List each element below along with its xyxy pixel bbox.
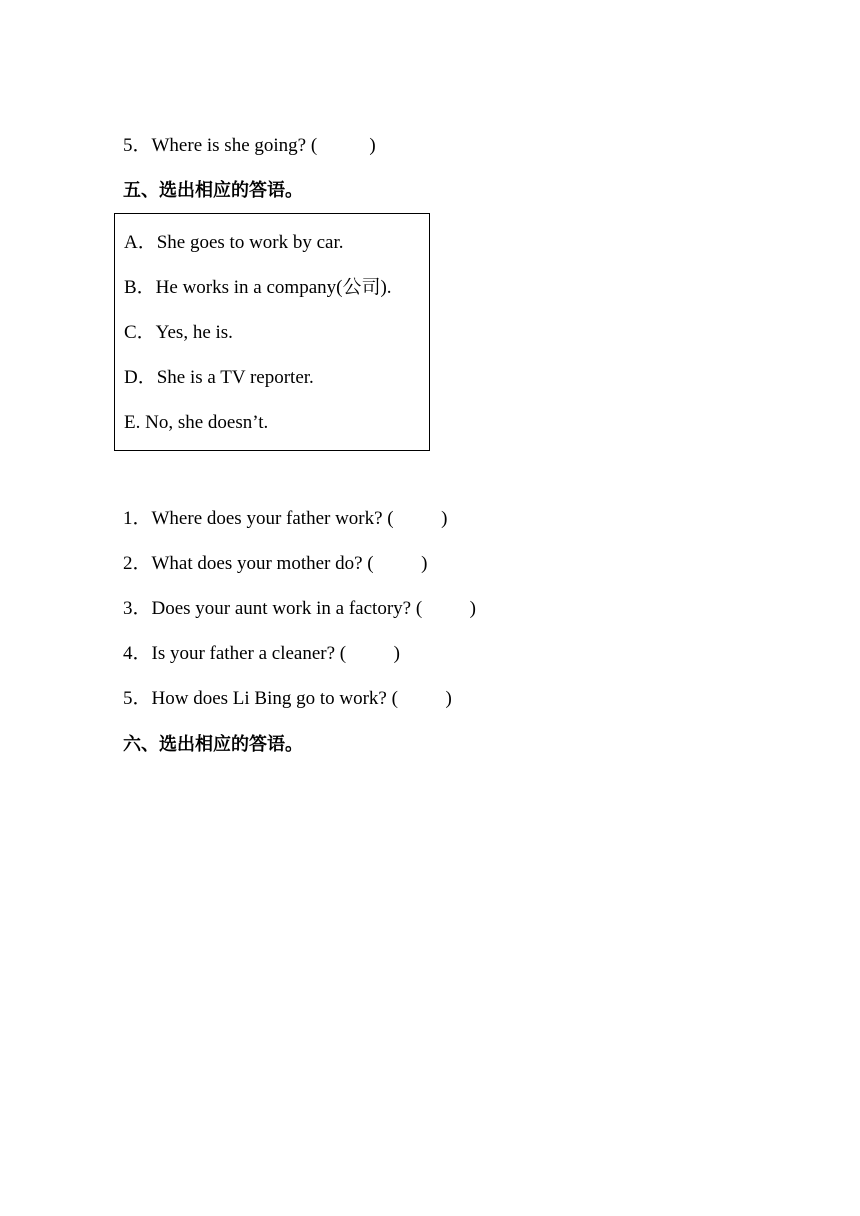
option-d: D．She is a TV reporter. — [124, 367, 314, 388]
previous-question-5: 5．Where is she going? ( ) — [123, 135, 376, 156]
question-2: 2．What does your mother do? ( ) — [123, 553, 428, 574]
option-c: C．Yes, he is. — [124, 322, 233, 343]
question-5: 5．How does Li Bing go to work? ( ) — [123, 688, 452, 709]
option-b: B．He works in a company(公司). — [124, 277, 392, 298]
option-e: E. No, she doesn’t. — [124, 412, 269, 433]
option-a: A．She goes to work by car. — [124, 232, 344, 253]
section-5-heading: 五、选出相应的答语。 — [123, 180, 303, 201]
question-3: 3．Does your aunt work in a factory? ( ) — [123, 598, 476, 619]
question-1: 1．Where does your father work? ( ) — [123, 508, 448, 529]
answer-options-box — [114, 213, 430, 451]
question-4: 4．Is your father a cleaner? ( ) — [123, 643, 400, 664]
section-6-heading: 六、选出相应的答语。 — [123, 734, 303, 755]
